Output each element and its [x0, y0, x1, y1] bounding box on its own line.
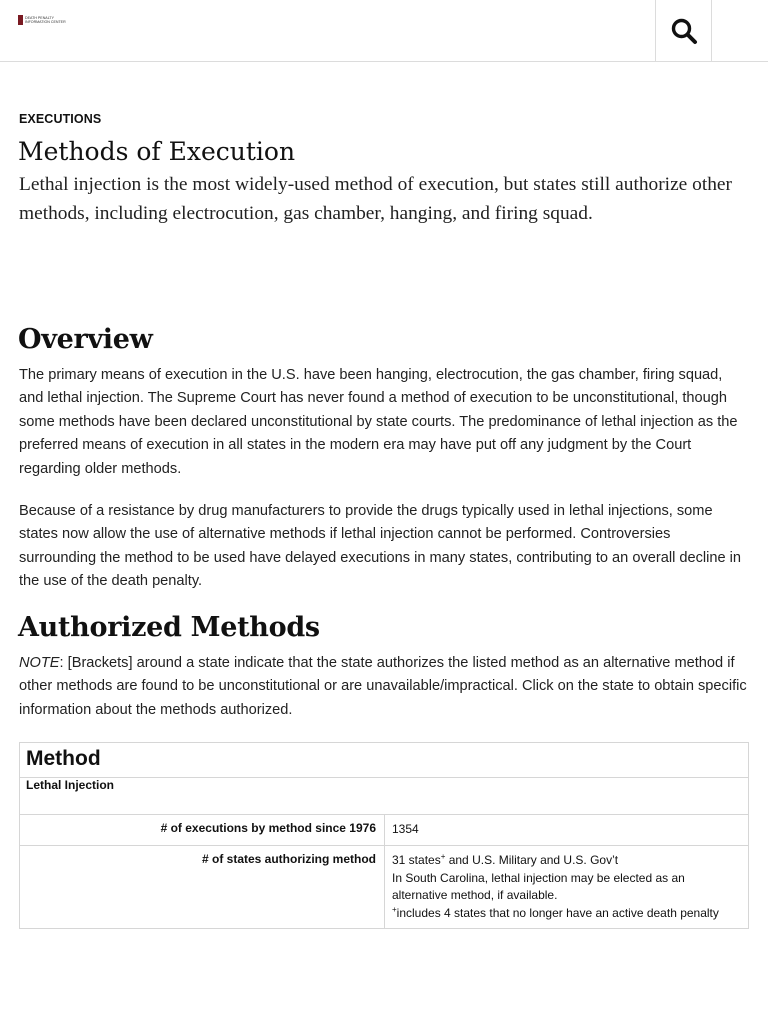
- overview-paragraph-1: The primary means of execution in the U.S. have been hanging, electrocution, the gas chamber, firing squad, and lethal injection. The Supreme Court has never found a method of execution to be unconstitutional, though some methods have been declared unconstitutional by state courts. The predominance of lethal injection as the preferred means of execution in all states in the modern era may have put off any judgment by the Court regarding older methods.: [19, 367, 738, 477]
- footnote-text: includes 4 states that no longer have an active death penalty: [396, 905, 719, 920]
- table-row: [20, 846, 749, 929]
- states-value: [385, 846, 749, 929]
- note-text: : [Brackets] around a state indicate that the state authorizes the listed method as an alternative method if other methods are found to be unconstitutional or are unavailable/impractical. Click on the state to obtain specific information about the methods authorized.: [19, 655, 747, 718]
- states-count-sup: +: [440, 852, 446, 861]
- search-button[interactable]: [655, 0, 712, 62]
- method-column-header: Method: [20, 743, 749, 778]
- states-count-suffix: and U.S. Military and U.S. Gov’t: [445, 853, 619, 867]
- page-title: Methods of Execution: [18, 137, 296, 166]
- states-count: [392, 852, 741, 870]
- page-lede: Lethal injection is the most widely-used method of execution, but states still authorize other methods, including electrocution, gas chamber, hanging, and firing squad.: [19, 174, 732, 224]
- footnote: [392, 905, 741, 923]
- overview-paragraph-2: Because of a resistance by drug manufacturers to provide the drugs typically used in lethal injections, some states now allow the use of alternative methods if lethal injection cannot be performed. Controversies surrounding the method to be used have delayed executions in many states, contributing to an overall decline in the use of the death penalty.: [19, 503, 742, 590]
- executions-label: # of executions by method since 1976: [20, 815, 385, 846]
- site-header: [0, 0, 768, 62]
- states-label: # of states authorizing method: [20, 846, 385, 929]
- table-row: [20, 778, 749, 815]
- authorized-methods-heading: Authorized Methods: [18, 612, 320, 643]
- logo-text: DEATH PENALTY INFORMATION CENTER: [25, 16, 66, 24]
- executions-value: 1354: [385, 815, 749, 846]
- logo-mark: [18, 15, 23, 25]
- methods-table: [19, 742, 749, 929]
- south-carolina-note: In South Carolina, lethal injection may be elected as an alternative method, if available.: [392, 870, 685, 902]
- search-icon: [670, 17, 698, 45]
- footnote-sup: +: [392, 904, 397, 914]
- site-logo[interactable]: [18, 15, 73, 25]
- overview-heading: Overview: [18, 324, 153, 355]
- note-label: NOTE: [19, 655, 60, 671]
- authorized-note: [19, 652, 749, 722]
- method-group-lethal-injection: Lethal Injection: [20, 778, 749, 815]
- section-eyebrow[interactable]: EXECUTIONS: [19, 112, 102, 126]
- table-row: [20, 815, 749, 846]
- states-count-text: 31 states: [392, 853, 441, 867]
- table-header-row: [20, 743, 749, 778]
